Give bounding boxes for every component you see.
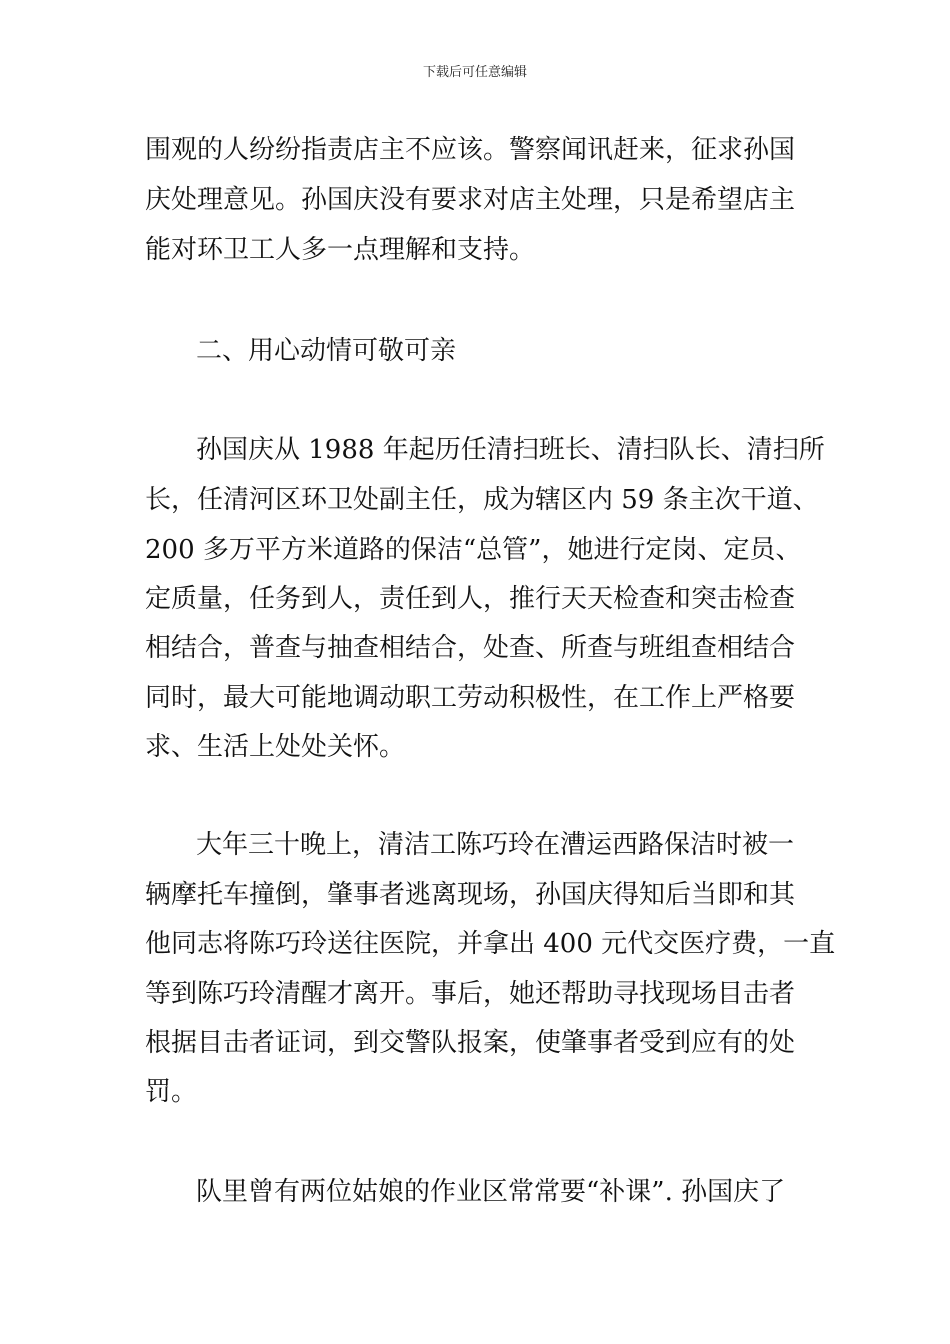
text-line: 相结合，普查与抽查相结合，处查、所查与班组查相结合	[145, 633, 796, 663]
section-heading: 二、用心动情可敬可亲	[196, 336, 457, 366]
text-line: 定质量，任务到人，责任到人，推行天天检查和突击检查	[145, 584, 796, 614]
text-line: 他同志将陈巧玲送往医院，并拿出 400 元代交医疗费，一直	[145, 929, 836, 959]
text-line: 200 多万平方米道路的保洁“总管”，她进行定岗、定员、	[145, 535, 802, 565]
text-line: 根据目击者证词，到交警队报案，使肇事者受到应有的处	[145, 1028, 796, 1058]
text-line: 求、生活上处处关怀。	[145, 732, 406, 762]
text-line: 孙国庆从 1988 年起历任清扫班长、清扫队长、清扫所	[196, 435, 825, 465]
page-header-note: 下载后可任意编辑	[422, 65, 527, 80]
text-line: 庆处理意见。孙国庆没有要求对店主处理，只是希望店主	[145, 185, 796, 215]
text-line: 罚。	[145, 1077, 198, 1107]
text-line: 等到陈巧玲清醒才离开。事后，她还帮助寻找现场目击者	[145, 979, 796, 1009]
text-line: 队里曾有两位姑娘的作业区常常要“补课”. 孙国庆了	[196, 1177, 786, 1207]
text-line: 长，任清河区环卫处副主任，成为辖区内 59 条主次干道、	[145, 485, 819, 515]
text-line: 围观的人纷纷指责店主不应该。警察闻讯赶来，征求孙国	[145, 135, 796, 165]
text-line: 大年三十晚上，清洁工陈巧玲在漕运西路保洁时被一	[196, 830, 795, 860]
text-line: 能对环卫工人多一点理解和支持。	[145, 235, 536, 265]
text-line: 同时，最大可能地调动职工劳动积极性，在工作上严格要	[145, 683, 796, 713]
text-line: 辆摩托车撞倒，肇事者逃离现场，孙国庆得知后当即和其	[145, 880, 796, 910]
